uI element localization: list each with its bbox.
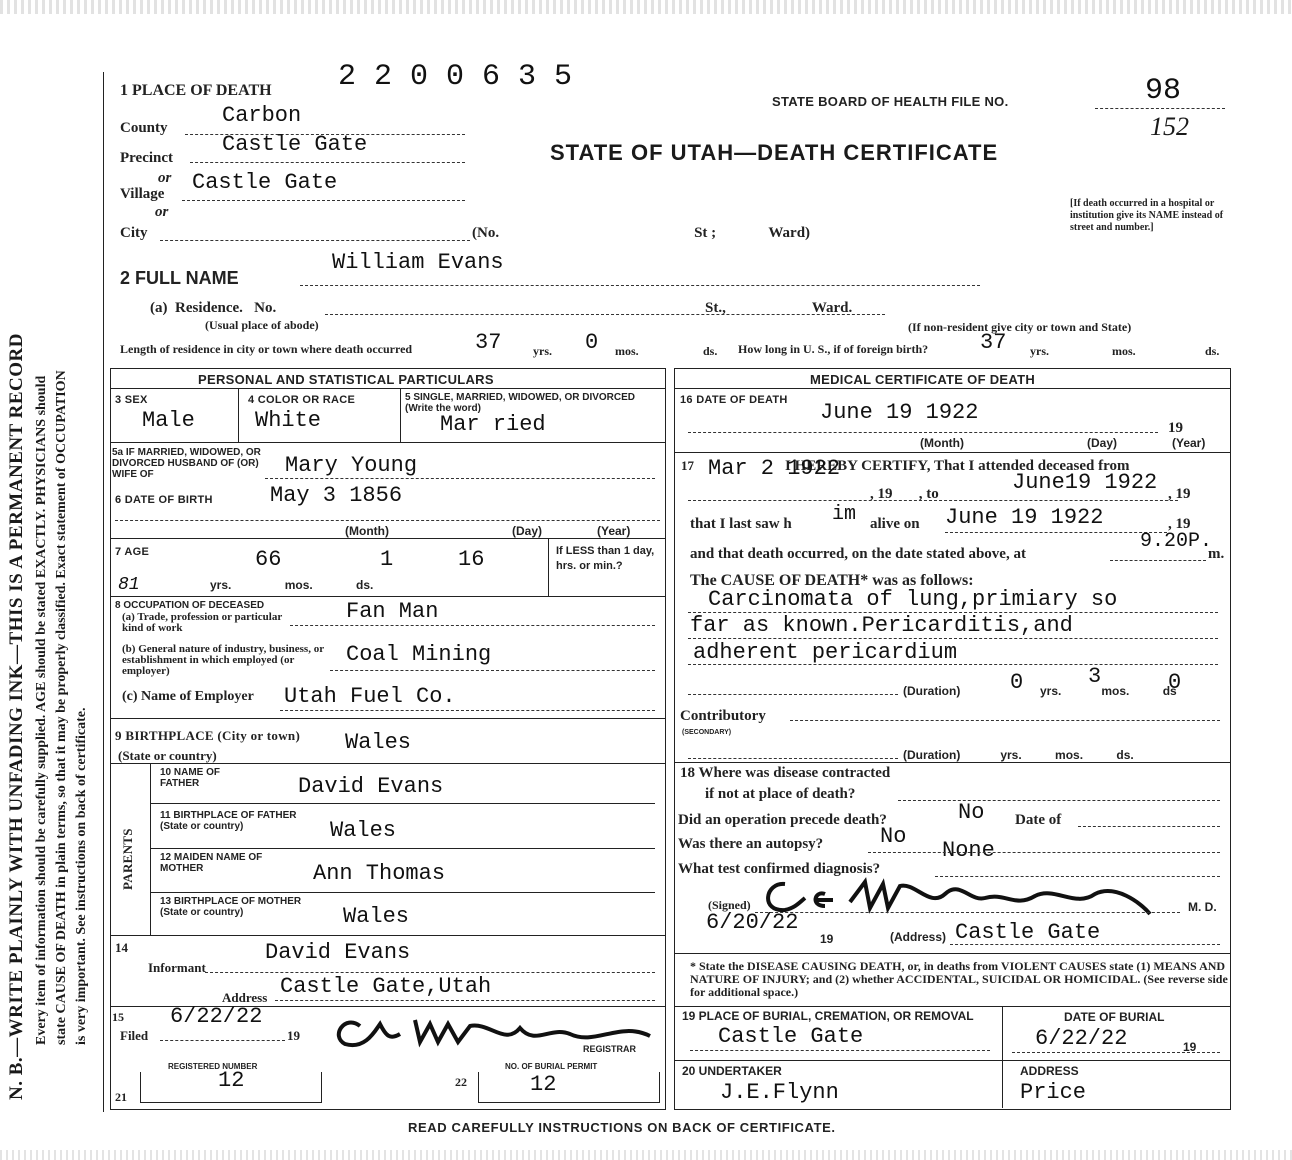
color-value: White [255,408,322,433]
father-birthplace-label: 11 BIRTHPLACE OF FATHER (State or country) [160,810,297,832]
birthplace-value: Wales [345,730,412,755]
age-less-than: If LESS than 1 day, hrs. or min.? [556,545,655,572]
undertaker-value: J.E.Flynn [720,1080,839,1105]
sex-divider [238,388,239,442]
last-saw-line [945,532,1167,533]
burial-place: Castle Gate [718,1024,864,1049]
sex-value: Male [142,408,195,433]
age-units: yrs. mos. ds. [210,578,374,592]
med-rule-4 [674,1006,1230,1007]
n17-label: 17 [681,458,694,473]
age-mos: 1 [380,547,394,572]
row-rule-1 [110,442,665,443]
duration-label: (Duration) [903,684,961,698]
mos-label: mos. [615,344,639,358]
date-of-death-label: 16 DATE OF DEATH [680,394,788,406]
death-m: m. [1208,546,1225,562]
cause-rule-2 [688,638,1218,639]
dod-month: (Month) [920,436,964,450]
attended-to: June19 1922 [1012,470,1158,495]
full-name-label: 2 FULL NAME [120,268,239,288]
personal-heading: PERSONAL AND STATISTICAL PARTICULARS [198,372,494,387]
full-name-line [300,285,980,286]
burial-place-line [690,1050,990,1051]
signed-address-label: (Address) [890,930,947,944]
burial-permit-label: NO. OF BURIAL PERMIT [505,1062,598,1071]
dob-month: (Month) [345,524,389,538]
or-label-1: or [158,170,172,186]
cause-label: The CAUSE OF DEATH* was as follows: [690,572,974,589]
yrs-label-2: yrs. [1030,344,1049,358]
usual-abode-note: (Usual place of abode) [205,318,319,332]
parents-divider [150,763,151,935]
burial-date: 6/22/22 [1035,1026,1128,1051]
operation-label: Did an operation precede death? [678,812,887,828]
ds-label-2: ds. [1205,344,1220,358]
certificate-number: 2 2 0 0 6 3 5 [338,60,573,94]
employer-line [280,710,655,711]
or-label-2: or [155,204,169,220]
precinct-value: Castle Gate [222,132,368,157]
md-label: M. D. [1188,900,1217,914]
attended-end-19: , 19 [1168,486,1191,502]
ds-label: ds. [703,344,718,358]
sidebar-instructions-2: state CAUSE OF DEATH in plain terms, so that it may be properly classified. Exact statement of OCCUPATION [54,370,69,1045]
age-label: 7 AGE [115,546,150,558]
attended-line [688,500,1178,501]
filed-19: 19 [287,1028,300,1043]
yrs-label: yrs. [533,344,552,358]
burial-permit-box [478,1072,660,1103]
hospital-note: [If death occurred in a hospital or institution give its NAME instead of street and number.] [1070,198,1224,233]
file-number-label: STATE BOARD OF HEALTH FILE NO. [772,94,1009,109]
village-label: Village [120,186,165,202]
cause-line-2: far as known.Pericarditis,and [690,613,1073,638]
burial-date-19: 19 [1183,1040,1197,1054]
duration-yrs: 0 [1010,670,1024,695]
marital-label: 5 SINGLE, MARRIED, WIDOWED, OR DIVORCED (Write the word) [405,392,636,414]
informant-value: David Evans [265,940,411,965]
color-divider [400,388,401,442]
certificate-title: STATE OF UTAH—DEATH CERTIFICATE [550,140,999,165]
signed-19: 19 [820,932,834,946]
signed-line [755,912,1180,913]
physician-signature [755,872,1175,922]
filed-number: 15 [112,1010,124,1024]
dob-label: 6 DATE OF BIRTH [115,494,213,506]
personal-heading-rule [110,388,665,389]
row-rule-6 [150,803,655,804]
row-rule-2 [110,538,665,539]
contributory-line [790,720,1220,721]
birthplace-sub: (State or country) [118,748,217,763]
last-saw-19: , 19 [1168,516,1191,532]
contributory-line-2 [688,758,898,759]
occupation-a-label: (a) Trade, profession or particular kind of work [122,611,283,634]
med-rule-5 [674,1060,1230,1061]
autopsy-label: Was there an autopsy? [678,836,824,852]
med-rule-3 [674,953,1230,954]
informant-label: Informant [148,960,206,975]
medical-heading: MEDICAL CERTIFICATE OF DEATH [810,372,1036,387]
age-yrs: 66 [255,547,282,572]
contributory-secondary: (SECONDARY) [682,729,732,736]
cause-rule-3 [688,664,1218,665]
signed-address: Castle Gate [955,920,1101,945]
occupation-label: 8 OCCUPATION OF DECEASED [115,600,265,611]
sidebar-instructions-3: is very important. See instructions on back of certificate. [74,707,89,1045]
contracted-sub: if not at place of death? [705,786,856,802]
top-edge-scan-noise [0,0,1292,14]
dod-year: (Year) [1172,436,1206,450]
dob-day: (Day) [512,524,543,538]
occupation-b-line [330,670,655,671]
occupation-a-value: Fan Man [346,599,439,624]
mother-birthplace-label: 13 BIRTHPLACE OF MOTHER (State or country) [160,896,302,918]
mother-value: Ann Thomas [313,861,446,886]
informant-number: 14 [115,940,128,955]
n22-label: 22 [455,1075,467,1089]
spouse-line [265,478,655,479]
non-resident-note: (If non-resident give city or town and State) [908,320,1132,334]
undertaker-address: Price [1020,1080,1087,1105]
dod-19: 19 [1168,420,1183,436]
death-occurred-label: and that death occurred, on the date stated above, at [690,546,1026,562]
row-rule-3 [110,596,665,597]
last-saw-him: im [832,503,857,526]
cause-footnote: * State the DISEASE CAUSING DEATH, or, in deaths from VIOLENT CAUSES state (1) MEANS AND NATURE OF INJURY; and (2) whether ACCIDENTAL, SUICIDAL OR HOMICIDAL. (See reverse side for additional space.) [690,959,1228,999]
contributory-duration: (Duration) yrs. mos. ds. [903,748,1134,762]
burial-place-label: 19 PLACE OF BURIAL, CREMATION, OR REMOVAL [682,1009,974,1023]
parents-label: PARENTS [120,828,135,890]
file-number-line [1095,108,1225,109]
burial-divider [1002,1006,1003,1108]
father-birthplace-value: Wales [330,818,397,843]
occupation-b-value: Coal Mining [346,642,492,667]
burial-date-label: DATE OF BURIAL [1064,1010,1165,1024]
duration-units: yrs. mos. ds [1040,684,1177,698]
age-ds: 16 [458,547,485,572]
us-residence-label: How long in U. S., if of foreign birth? [738,342,929,356]
informant-line [205,972,655,973]
sidebar-instructions-1: Every item of information should be carefully supplied. AGE should be stated EXACTLY. PHYSICIANS should [34,375,49,1045]
length-residence-mos: 0 [585,330,599,355]
left-border [103,72,104,1112]
burial-permit-number: 12 [530,1072,557,1097]
us-residence-yrs: 37 [980,330,1007,355]
father-label: 10 NAME OF FATHER [160,767,221,789]
last-saw-date: June 19 1922 [945,505,1104,530]
signed-address-line [950,944,1220,945]
employer-value: Utah Fuel Co. [284,684,456,709]
n21-label: 21 [115,1090,127,1104]
occupation-b-label: (b) General nature of industry, business, or establishment in which employed (or employer) [122,643,324,677]
operation-value: No [958,800,985,825]
city-line [160,240,470,241]
village-value: Castle Gate [192,170,338,195]
spouse-value: Mary Young [285,453,418,478]
certify-text: I HEREBY CERTIFY, That I attended deceased from [785,458,1130,474]
filed-label: Filed [120,1028,149,1043]
city-street-ward: (No. St ; Ward) [472,225,811,241]
cause-line-3: adherent pericardium [693,640,958,665]
operation-date-line [1078,826,1220,827]
spouse-label: 5a IF MARRIED, WIDOWED, OR DIVORCED HUSBAND OF (OR) WIFE OF [112,447,261,480]
bottom-edge-scan-noise [0,1150,1292,1160]
cause-line-1: Carcinomata of lung,primiary so [708,587,1118,612]
file-number-secondary: 152 [1150,112,1189,141]
sex-label: 3 SEX [115,394,148,406]
duration-ds: 0 [1168,670,1182,695]
mos-label-2: mos. [1112,344,1136,358]
sidebar-nb-note: N. B.—WRITE PLAINLY WITH UNFADING INK—THIS IS A PERMANENT RECORD [6,333,27,1100]
cause-rule-4 [688,694,898,695]
signed-date: 6/20/22 [706,910,799,935]
attended-mid: , 19 , to [870,486,939,502]
informant-address-line [275,1000,655,1001]
contracted-line [898,800,1220,801]
residence-tail: St., Ward. [705,300,853,316]
registered-number: 12 [218,1068,245,1093]
dod-line [688,432,1158,433]
death-time: 9.20P. [1140,530,1213,553]
county-label: County [120,120,168,136]
signed-label: (Signed) [708,898,751,912]
precinct-label: Precinct [120,150,174,166]
last-saw-label: that I last saw h [690,516,792,532]
contracted-label: 18 Where was disease contracted [680,765,891,781]
length-residence-label: Length of residence in city or town where death occurred [120,342,413,356]
death-occurred-line [1110,560,1206,561]
test-value: None [942,838,995,863]
place-of-death-label: 1 PLACE OF DEATH [120,82,272,99]
village-line [182,200,465,201]
undertaker-address-label: ADDRESS [1020,1064,1079,1078]
footer-instructions: READ CAREFULLY INSTRUCTIONS ON BACK OF CERTIFICATE. [408,1120,836,1135]
registered-number-label: REGISTERED NUMBER [168,1062,258,1071]
informant-address: Castle Gate,Utah [280,974,492,999]
length-residence-yrs: 37 [475,330,502,355]
date-of-death-value: June 19 1922 [820,400,979,425]
operation-date-label: Date of [1015,812,1062,828]
row-rule-9 [110,935,665,936]
father-value: David Evans [298,774,444,799]
registrar-label: REGISTRAR [583,1044,637,1054]
residence-label: (a) Residence. No. [150,300,277,316]
dob-value: May 3 1856 [270,483,403,508]
mother-label: 12 MAIDEN NAME OF MOTHER [160,852,263,874]
burial-date-line [1012,1052,1220,1053]
duration-mos: 3 [1088,664,1102,689]
row-rule-4 [110,718,665,719]
dod-day: (Day) [1087,436,1118,450]
employer-label: (c) Name of Employer [122,689,254,704]
autopsy-value: No [880,824,907,849]
mother-birthplace-value: Wales [343,904,410,929]
med-rule-1 [674,452,1230,453]
color-label: 4 COLOR OR RACE [248,394,356,406]
dob-year: (Year) [597,524,631,538]
county-value: Carbon [222,103,302,128]
undertaker-label: 20 UNDERTAKER [682,1064,782,1078]
test-label: What test confirmed diagnosis? [678,861,881,877]
med-rule-2 [674,762,1230,763]
city-label: City [120,225,148,241]
dob-line [115,520,660,521]
file-number: 98 [1145,74,1182,108]
filed-line [160,1040,285,1041]
medical-heading-rule [674,388,1230,389]
marital-value: Mar ried [440,412,546,437]
autopsy-line [868,852,1220,853]
alive-on-label: alive on [870,516,920,532]
contributory-label: Contributory [680,708,766,724]
occupation-a-line [290,625,655,626]
row-rule-8 [150,892,655,893]
full-name-value: William Evans [332,250,504,275]
informant-address-label: Address [222,990,268,1005]
attended-from: Mar 2 1922 [708,456,841,481]
age-divider [548,538,549,596]
filed-value: 6/22/22 [170,1004,263,1029]
birthplace-label: 9 BIRTHPLACE (City or town) [115,728,301,743]
age-note: 81 [118,575,140,595]
row-rule-5 [110,763,665,764]
row-rule-7 [150,848,655,849]
precinct-line [190,162,465,163]
